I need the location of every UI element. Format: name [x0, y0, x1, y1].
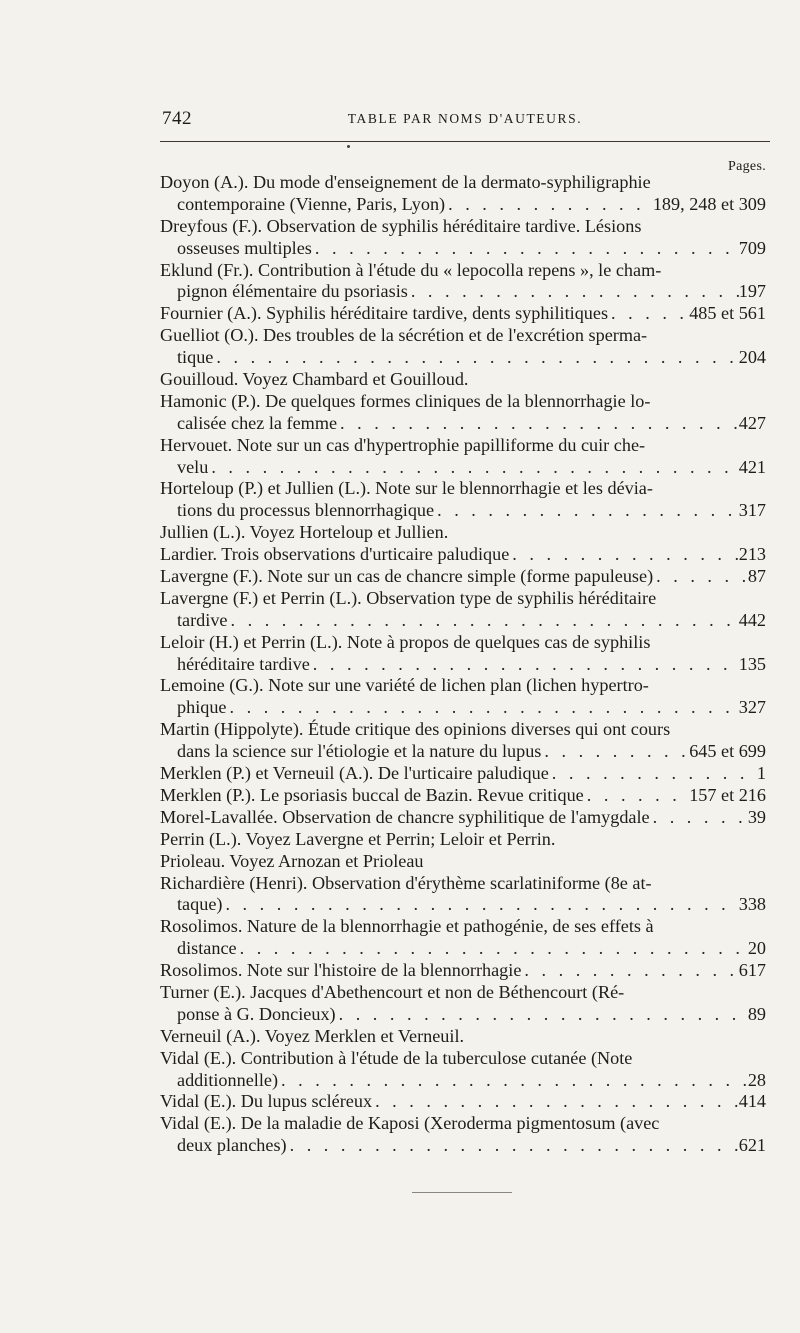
dot-leader	[208, 457, 738, 479]
dot-leader	[584, 785, 689, 807]
entry-text: deux planches)	[177, 1135, 287, 1156]
entry-continuation-line	[160, 610, 766, 632]
entry-text: pignon élémentaire du psoriasis	[177, 281, 408, 302]
index-entry	[160, 632, 766, 676]
header-rule	[160, 141, 770, 142]
index-entry	[160, 303, 766, 325]
entry-first-line	[160, 719, 766, 741]
index-entry	[160, 851, 766, 873]
dot-leader	[237, 938, 748, 960]
index-entry	[160, 982, 766, 1026]
entry-first-line	[160, 982, 766, 1004]
page-reference: 421	[738, 456, 766, 477]
page-reference: 338	[738, 894, 766, 915]
entry-first-line	[160, 391, 766, 413]
dot-leader	[408, 281, 739, 303]
entry-text: Merklen (P.). Le psoriasis buccal de Bazin. Revue critique	[160, 784, 584, 805]
entry-continuation-line	[160, 938, 766, 960]
index-entry	[160, 435, 766, 479]
page-reference: 327	[738, 697, 766, 718]
entry-continuation-line	[160, 697, 766, 719]
entry-first-line	[160, 785, 766, 807]
entry-continuation-line	[160, 894, 766, 916]
entry-first-line	[160, 260, 766, 282]
page-reference: 621	[738, 1135, 766, 1156]
entry-text: Lavergne (F.). Note sur un cas de chancre simple (forme papuleuse)	[160, 566, 654, 587]
index-entry	[160, 960, 766, 982]
index-entry	[160, 522, 766, 544]
entry-first-line	[160, 544, 766, 566]
entry-first-line	[160, 1091, 766, 1113]
dot-leader	[509, 544, 738, 566]
page-reference: 427	[738, 412, 766, 433]
entry-first-line	[160, 325, 766, 347]
index-entry	[160, 216, 766, 260]
page-reference: 89	[747, 1003, 766, 1024]
page-reference: 317	[738, 500, 766, 521]
entry-text: Hamonic (P.). De quelques formes cliniques de la blennorrhagie lo-	[160, 390, 651, 411]
index-entry	[160, 478, 766, 522]
entry-first-line	[160, 960, 766, 982]
entry-first-line	[160, 916, 766, 938]
entry-text: Eklund (Fr.). Contribution à l'étude du « lepocolla repens », le cham-	[160, 259, 662, 280]
entry-first-line	[160, 303, 766, 325]
entry-first-line	[160, 675, 766, 697]
index-entry	[160, 807, 766, 829]
entry-text: Prioleau. Voyez Arnozan et Prioleau	[160, 850, 424, 871]
page-reference: 414	[738, 1091, 766, 1112]
page-reference: 645 et 699	[689, 741, 766, 762]
page-reference: 87	[747, 566, 766, 587]
entry-first-line	[160, 566, 766, 588]
dot-leader	[227, 697, 739, 719]
entry-text: taque)	[177, 894, 223, 915]
dot-leader	[650, 807, 748, 829]
entry-first-line	[160, 478, 766, 500]
entry-text: Verneuil (A.). Voyez Merklen et Verneuil.	[160, 1025, 465, 1046]
entry-text: Leloir (H.) et Perrin (L.). Note à propos de quelques cas de syphilis	[160, 631, 651, 652]
entry-text: phique	[177, 697, 227, 718]
entry-continuation-line	[160, 413, 766, 435]
index-entry	[160, 1026, 766, 1048]
entry-first-line	[160, 873, 766, 895]
dot-leader	[312, 238, 739, 260]
index-entry	[160, 829, 766, 851]
entry-first-line	[160, 588, 766, 610]
index-entry	[160, 260, 766, 304]
page-reference: 189, 248 et 309	[652, 193, 766, 214]
entry-text: Vidal (E.). Contribution à l'étude de la tuberculose cutanée (Note	[160, 1047, 633, 1068]
entry-continuation-line	[160, 1004, 766, 1026]
entry-continuation-line	[160, 1070, 766, 1092]
dot-leader	[278, 1070, 748, 1092]
entry-text: Rosolimos. Note sur l'histoire de la blennorrhagie	[160, 960, 522, 981]
page-reference: 1	[756, 763, 766, 784]
index-entry	[160, 325, 766, 369]
index-entry	[160, 763, 766, 785]
footer-rule	[412, 1192, 512, 1193]
entry-continuation-line	[160, 741, 766, 763]
entry-text: Hervouet. Note sur un cas d'hypertrophie papilliforme du cuir che-	[160, 434, 646, 455]
entry-continuation-line	[160, 500, 766, 522]
dot-leader	[287, 1135, 739, 1157]
dot-leader	[434, 500, 739, 522]
page-reference: 709	[738, 237, 766, 258]
dot-leader	[608, 303, 689, 325]
entry-continuation-line	[160, 1135, 766, 1157]
entry-text: Vidal (E.). Du lupus scléreux	[160, 1091, 373, 1112]
index-entry	[160, 916, 766, 960]
entry-first-line	[160, 829, 766, 851]
entry-text: Vidal (E.). De la maladie de Kaposi (Xeroderma pigmentosum (avec	[160, 1113, 660, 1134]
entry-text: tique	[177, 347, 214, 368]
entry-text: Rosolimos. Nature de la blennorrhagie et pathogénie, de ses effets à	[160, 916, 654, 937]
entry-text: héréditaire tardive	[177, 653, 310, 674]
page-reference: 135	[738, 653, 766, 674]
page-reference: 204	[738, 347, 766, 368]
index-entry	[160, 391, 766, 435]
page-reference: 213	[738, 544, 766, 565]
dot-leader	[549, 763, 757, 785]
entry-text: Perrin (L.). Voyez Lavergne et Perrin; Leloir et Perrin.	[160, 828, 556, 849]
entry-text: tardive	[177, 609, 228, 630]
entry-text: dans la science sur l'étiologie et la nature du lupus	[177, 741, 542, 762]
page-number: 742	[162, 108, 192, 129]
entry-first-line	[160, 369, 766, 391]
index-entry	[160, 369, 766, 391]
entry-text: Morel-Lavallée. Observation de chancre syphilitique de l'amygdale	[160, 806, 650, 827]
page-reference: 39	[747, 806, 766, 827]
entry-text: Merklen (P.) et Verneuil (A.). De l'urticaire paludique	[160, 763, 549, 784]
entry-continuation-line	[160, 281, 766, 303]
entry-text: osseuses multiples	[177, 237, 312, 258]
entry-continuation-line	[160, 347, 766, 369]
page-reference: 28	[747, 1069, 766, 1090]
entry-text: Doyon (A.). Du mode d'enseignement de la dermato-syphiligraphie	[160, 172, 651, 192]
index-entry	[160, 544, 766, 566]
page-reference: 442	[738, 609, 766, 630]
entry-text: Dreyfous (F.). Observation de syphilis héréditaire tardive. Lésions	[160, 215, 642, 236]
entry-text: Lemoine (G.). Note sur une variété de lichen plan (lichen hypertro-	[160, 675, 649, 696]
entry-first-line	[160, 522, 766, 544]
entry-continuation-line	[160, 457, 766, 479]
pages-column-label: Pages.	[728, 159, 766, 174]
dot-leader	[310, 654, 739, 676]
index-entry	[160, 719, 766, 763]
index-entry	[160, 1113, 766, 1157]
dot-leader	[336, 1004, 748, 1026]
running-title: TABLE PAR NOMS D'AUTEURS.	[347, 111, 583, 126]
entry-first-line	[160, 216, 766, 238]
entry-text: tions du processus blennorrhagique	[177, 500, 435, 521]
entry-text: velu	[177, 456, 209, 477]
dot-leader	[213, 347, 738, 369]
index-entry	[160, 566, 766, 588]
index-entry	[160, 1091, 766, 1113]
entry-first-line	[160, 763, 766, 785]
entry-text: additionnelle)	[177, 1069, 279, 1090]
page-reference: 485 et 561	[689, 303, 766, 324]
entry-first-line	[160, 807, 766, 829]
page-header	[160, 108, 770, 134]
entry-text: ponse à G. Doncieux)	[177, 1003, 336, 1024]
page-reference: 20	[747, 938, 766, 959]
entry-text: calisée chez la femme	[177, 412, 338, 433]
page-reference: 157 et 216	[689, 784, 766, 805]
entry-first-line	[160, 435, 766, 457]
dot-leader	[653, 566, 748, 588]
entry-text: Lardier. Trois observations d'urticaire paludique	[160, 544, 510, 565]
entry-text: contemporaine (Vienne, Paris, Lyon)	[177, 193, 446, 214]
page-reference: 617	[738, 960, 766, 981]
entry-text: Martin (Hippolyte). Étude critique des opinions diverses qui ont cours	[160, 719, 671, 740]
dot-leader	[541, 741, 689, 763]
index-entry	[160, 785, 766, 807]
entry-text: Lavergne (F.) et Perrin (L.). Observation type de syphilis héréditaire	[160, 587, 657, 608]
dot-leader	[337, 413, 739, 435]
dot-leader	[372, 1091, 739, 1113]
page-reference: 197	[738, 281, 766, 302]
entry-text: Horteloup (P.) et Jullien (L.). Note sur le blennorrhagie et les dévia-	[160, 478, 653, 499]
dot-leader	[228, 610, 739, 632]
entry-continuation-line	[160, 194, 766, 216]
index-entry	[160, 588, 766, 632]
entry-text: Gouilloud. Voyez Chambard et Gouilloud.	[160, 369, 469, 390]
entry-text: Guelliot (O.). Des troubles de la sécrétion et de l'excrétion sperma-	[160, 325, 648, 346]
entry-first-line	[160, 1048, 766, 1070]
dot-leader	[521, 960, 738, 982]
index-entry	[160, 675, 766, 719]
entry-first-line	[160, 1113, 766, 1135]
entry-first-line	[160, 851, 766, 873]
entry-continuation-line	[160, 238, 766, 260]
entry-text: distance	[177, 938, 237, 959]
entry-first-line	[160, 632, 766, 654]
entry-first-line	[160, 172, 766, 194]
entry-continuation-line	[160, 654, 766, 676]
entry-text: Richardière (Henri). Observation d'érythème scarlatiniforme (8e at-	[160, 872, 652, 893]
dot-leader	[222, 894, 738, 916]
index-entry	[160, 1048, 766, 1092]
entry-first-line	[160, 1026, 766, 1048]
index-entry	[160, 873, 766, 917]
index-entry	[160, 172, 766, 216]
dot-leader	[445, 194, 653, 216]
author-index-list	[160, 172, 766, 1157]
entry-text: Fournier (A.). Syphilis héréditaire tardive, dents syphilitiques	[160, 303, 609, 324]
entry-text: Turner (E.). Jacques d'Abethencourt et non de Béthencourt (Ré-	[160, 981, 625, 1002]
entry-text: Jullien (L.). Voyez Horteloup et Jullien.	[160, 522, 449, 543]
